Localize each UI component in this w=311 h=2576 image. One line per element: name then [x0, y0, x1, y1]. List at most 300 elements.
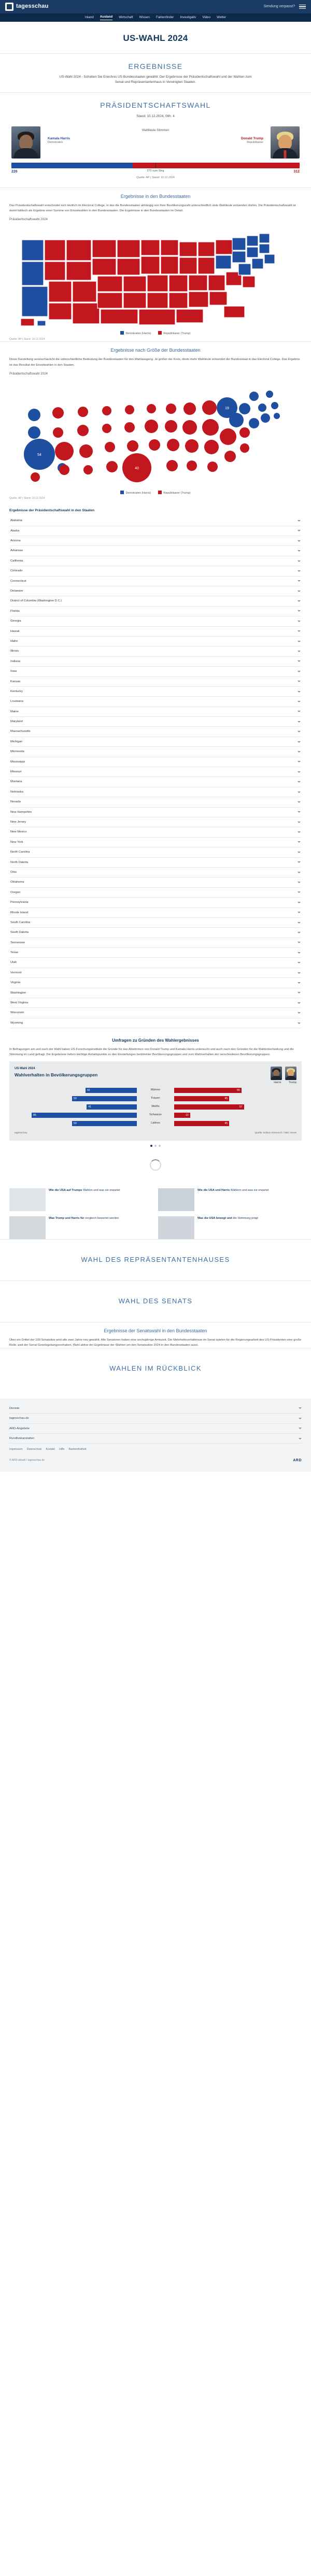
chart-value-trump: 57: [239, 1105, 243, 1109]
chevron-down-icon: [298, 942, 301, 943]
footer-label-rundfunk: Rundfunkanstalten: [9, 1436, 35, 1440]
state-label: District of Columbia (Washington D.C.): [10, 599, 62, 603]
chevron-down-icon: [298, 731, 301, 732]
footer-link-kontakt[interactable]: Kontakt: [46, 1448, 55, 1451]
chart-value-trump: 55: [237, 1088, 240, 1092]
chart-kicker: US-Wahl 2024: [15, 1067, 35, 1071]
state-accordion-row[interactable]: [9, 697, 302, 707]
states-map-section: [0, 188, 311, 341]
state-accordion-row[interactable]: [9, 868, 302, 877]
chart-bar-harris: [15, 1088, 137, 1093]
chevron-down-icon: [298, 671, 301, 672]
chart-bar-row: [15, 1087, 296, 1094]
chevron-down-icon: [298, 1023, 301, 1024]
electoral-source: Quelle: AP | Stand: 10.12.2024: [136, 176, 175, 180]
chevron-down-icon: [298, 852, 301, 853]
state-accordion-row[interactable]: [9, 898, 302, 908]
nav-item-video[interactable]: Video: [202, 15, 211, 19]
bubble-svg: [9, 379, 302, 487]
polls-section: [0, 1028, 311, 1239]
chevron-down-icon: [299, 1438, 302, 1440]
chevron-down-icon: [298, 972, 301, 974]
electoral-votes-block: [40, 126, 271, 145]
state-accordion-row[interactable]: [9, 827, 302, 837]
teaser-title-4: Was die USA bewegt und: [197, 1216, 232, 1220]
state-accordion-row[interactable]: [9, 858, 302, 868]
loading-area: [9, 1147, 302, 1183]
footer-label-tagesschau: tagesschau.de: [9, 1417, 29, 1420]
teaser-title-3: Was Trump und Harris für: [49, 1216, 84, 1220]
chart-bar-harris: [15, 1113, 137, 1118]
bubble-legend-dem-swatch: [120, 491, 124, 494]
chevron-down-icon: [298, 891, 301, 893]
state-accordion-row[interactable]: [9, 586, 302, 596]
state-accordion-row[interactable]: [9, 667, 302, 677]
harris-party: Demokraten: [48, 140, 63, 144]
chevron-down-icon: [298, 761, 301, 762]
chevron-down-icon: [298, 872, 301, 873]
chart-value-harris: 86: [33, 1113, 36, 1117]
state-label: Alaska: [10, 529, 20, 533]
footer: [0, 1399, 311, 1472]
state-accordion-row[interactable]: [9, 556, 302, 566]
us-results-map[interactable]: [9, 224, 302, 328]
page-title: US-WAHL 2024: [123, 33, 188, 43]
state-label: Wisconsin: [10, 1011, 24, 1015]
senate-states-heading: Ergebnisse der Senatswahl in den Bundesstaaten: [104, 1328, 207, 1333]
state-accordion-row[interactable]: [9, 938, 302, 948]
harris-body: [13, 148, 38, 159]
chevron-down-icon: [298, 610, 301, 612]
electoral-bar-rep: [133, 163, 300, 168]
chevron-down-icon: [298, 651, 301, 652]
harris-photo: [11, 126, 40, 159]
state-accordion-row[interactable]: [9, 988, 302, 998]
states-map-text: Das Präsidentschaftswahl entscheidet sich letztlich im Electoral College, in das die Bundesstaaten abhängig von ihrer Bevölkerungszahl unterschiedlich viele Wahlleute entsenden dürfen. Die Präsidentschaftswahl ist damit faktisch als Ergebnis einer Summe von Einzelwahlen in den Bundesstaaten. Die Ergebnisse in den Bundesstaaten im Detail.: [9, 204, 296, 213]
house-section: [0, 1239, 311, 1280]
nav-item-investigativ[interactable]: Investigativ: [180, 15, 196, 19]
top-bar-right: [264, 4, 306, 9]
tornado-chart: [15, 1087, 296, 1127]
chevron-down-icon: [298, 922, 301, 924]
teaser-image-2: [158, 1188, 194, 1211]
footer-link-barrierefreiheit[interactable]: Barrierefreiheit: [68, 1448, 87, 1451]
chevron-down-icon: [298, 641, 301, 642]
chevron-down-icon: [298, 660, 301, 662]
state-accordion-row[interactable]: [9, 526, 302, 536]
electoral-votes-label: Wahlleute-Stimmen: [142, 128, 169, 132]
chart-title: Wahlverhalten in Bevölkerungsgruppen: [15, 1072, 98, 1077]
states-size-text: Diese Darstellung veranschaulicht die unterschiedliche Bedeutung der Bundesstaaten für den Wahlausgang. Je größer der Kreis, desto mehr Wahlleute entsendet der Bundesstaat in das Electoral College. Das Ergebnis ist das Resultat der Einzelwahlen in den Staaten.: [9, 358, 300, 367]
teaser-text-4: [197, 1216, 258, 1239]
teaser-title-2: Wie die USA und Harris: [197, 1188, 230, 1192]
electoral-bar: [11, 163, 300, 168]
chevron-down-icon: [298, 882, 301, 883]
state-accordion-row[interactable]: [9, 687, 302, 697]
state-label: Ohio: [10, 870, 17, 874]
chart-bar-trump: [174, 1113, 296, 1118]
state-label: Florida: [10, 609, 20, 613]
chart-category-label: Männer: [150, 1088, 161, 1092]
state-label: Montana: [10, 780, 22, 784]
state-accordion-row[interactable]: [9, 707, 302, 717]
footer-copyright: © ARD-aktuell / tagesschau.de: [9, 1459, 45, 1462]
results-subtext: US-Wahl 2024 - Schalten Sie Ereichnis US Bundesstaaten gewählt: Der Ergebnisse der Präsidentschaftswahl und der Wahlen zum Senat und Repräsentantenhaus in Vereinigten Staaten.: [59, 75, 252, 84]
state-label: Kansas: [10, 680, 21, 683]
chart-category-label: Schwarze: [149, 1113, 162, 1117]
state-accordion-row[interactable]: [9, 817, 302, 827]
trump-party: Republikaner: [247, 140, 263, 144]
senate-states-text: Über ein Drittel der 100 Senatsitze wird alle zwei Jahre neu gewählt. Alle Senatoren haben eine sechsjährige Amtszeit. Die Mehrheitsverhältnisse im Senat spielen für die Regierungsarbeit des US-Präsidenten eine große Rolle, weil der Senat Gesetzgebungsvorhaben, Wahl aktive der Ergebnisse der Wahlen um den Senatssitze 2024 in den Bundesstaaten ausü.: [9, 1338, 302, 1347]
chart-bar-trump: [174, 1088, 296, 1093]
president-heading: PRÄSIDENTSCHAFTSWAHL: [100, 101, 211, 110]
state-accordion-row[interactable]: [9, 646, 302, 656]
footer-link-datenschutz[interactable]: Datenschutz: [26, 1448, 42, 1451]
state-label: Tennessee: [10, 941, 25, 944]
state-label: Arkansas: [10, 549, 23, 553]
chart-value-trump: 13: [185, 1113, 189, 1117]
ard-logo-icon: ARD: [293, 1458, 302, 1462]
state-label: Wyoming: [10, 1021, 23, 1025]
state-accordion-row[interactable]: [9, 596, 302, 606]
chevron-down-icon: [298, 621, 301, 622]
electoral-needed: 270 zum Sieg: [147, 169, 164, 172]
bubble-legend: [9, 487, 302, 496]
state-accordion-row[interactable]: [9, 727, 302, 737]
state-label: Georgia: [10, 620, 21, 623]
state-label: Mississippi: [10, 760, 25, 764]
chart-value-harris: 41: [88, 1105, 92, 1109]
state-accordion-row[interactable]: [9, 1008, 302, 1018]
state-label: Arizona: [10, 539, 21, 543]
chart-bar-harris: [15, 1096, 137, 1101]
chart-value-trump: 45: [224, 1097, 228, 1100]
state-accordion-row[interactable]: [9, 657, 302, 667]
footer-section-ard[interactable]: [9, 1424, 302, 1434]
polls-text: In Befragungen am und nach der Wahl haben US-Forschungsinstitute die Gründe für das Abstimmen von Donald Trump und Kamala Harris untersucht und auch nach den Gründen für die Wahlentscheidung und die Stimmung im Land gefragt. Die Ergebnisse liefern wichtige Anhaltspunkte zu den Einstellungen bestimmter Bevölkerungsgruppen und zum Wahlverhalten der verschiedenen Bevölkerungsgruppen.: [9, 1047, 294, 1056]
senate-states-section: [0, 1322, 311, 1348]
teaser-image-4: [158, 1216, 194, 1239]
chart-value-trump: 45: [224, 1121, 228, 1125]
chevron-down-icon: [298, 600, 301, 602]
state-accordion-row[interactable]: [9, 546, 302, 556]
bubble-legend-rep-swatch: [158, 491, 162, 494]
footer-section-dienste[interactable]: [9, 1404, 302, 1414]
state-accordion-row[interactable]: [9, 978, 302, 988]
svg-text:19: 19: [225, 406, 229, 410]
state-accordion-row[interactable]: [9, 637, 302, 646]
chart-value-harris: 53: [73, 1097, 77, 1100]
state-label: Louisiana: [10, 700, 23, 703]
chevron-down-icon: [298, 1002, 301, 1004]
chart-bar-row: [15, 1096, 296, 1102]
legend-dem: Demokraten (Harris): [120, 331, 151, 336]
chevron-down-icon: [298, 791, 301, 793]
footer-link-hilfe[interactable]: Hilfe: [59, 1448, 65, 1451]
harris-name: Kamala Harris: [48, 136, 70, 140]
state-accordion-row[interactable]: [9, 777, 302, 787]
chevron-down-icon: [298, 591, 301, 592]
candidates-row: [0, 126, 311, 159]
chevron-down-icon: [298, 530, 301, 531]
teaser-sub-1: Wahlen und was sie erwartet: [82, 1188, 120, 1192]
nav-item-wirtschaft[interactable]: Wirtschaft: [119, 15, 133, 19]
state-accordion-row[interactable]: [9, 918, 302, 928]
chevron-down-icon: [298, 721, 301, 723]
chart-category-label: Frauen: [151, 1097, 160, 1100]
state-accordion-row[interactable]: [9, 566, 302, 576]
map-source: Quelle: AP | Stand: 10.12.2024: [9, 338, 45, 341]
footer-label-dienste: Dienste: [9, 1406, 20, 1410]
carousel-dot-2[interactable]: [154, 1145, 157, 1147]
senate-section: [0, 1280, 311, 1322]
footer-section-tagesschau[interactable]: [9, 1414, 302, 1423]
nav-item-inland[interactable]: Inland: [84, 15, 94, 19]
chevron-down-icon: [298, 630, 301, 632]
state-accordion-row[interactable]: [9, 607, 302, 616]
state-label: North Dakota: [10, 860, 29, 864]
teaser-text-3: [49, 1216, 119, 1239]
senate-heading: WAHL DES SENATS: [118, 1297, 193, 1305]
chevron-down-icon: [298, 831, 301, 833]
state-accordion-row[interactable]: [9, 888, 302, 898]
chart-legend-harris: Harris: [274, 1081, 281, 1085]
state-label: Colorado: [10, 569, 23, 573]
states-accordion-list: [9, 516, 302, 1028]
state-label: New York: [10, 840, 23, 844]
missed-broadcast-link[interactable]: Sendung verpasst?: [263, 4, 295, 8]
chart-value-harris: 53: [73, 1121, 77, 1125]
chart-legend: [15, 1080, 296, 1087]
chart-bar-harris: [15, 1121, 137, 1126]
state-accordion-row[interactable]: [9, 677, 302, 687]
state-accordion-row[interactable]: [9, 516, 302, 526]
chevron-down-icon: [298, 751, 301, 753]
teaser-image-3: [9, 1216, 46, 1239]
state-accordion-row[interactable]: [9, 877, 302, 887]
chart-bar-row: [15, 1112, 296, 1119]
chart-footer-brand: tagesschau: [15, 1131, 27, 1134]
chart-harris-thumb: [271, 1067, 282, 1080]
state-label: Indiana: [10, 659, 21, 663]
footer-links: [9, 1444, 302, 1452]
state-accordion-row[interactable]: [9, 616, 302, 626]
footer-link-impressum[interactable]: Impressum: [9, 1448, 23, 1451]
brand[interactable]: [5, 3, 49, 11]
teaser-text-2: [197, 1188, 268, 1211]
state-accordion-row[interactable]: [9, 767, 302, 777]
trump-tie: [284, 150, 287, 159]
chart-category-label: Latinos: [151, 1121, 160, 1125]
polls-heading: Umfragen zu Gründen des Wahlergebnisses: [112, 1038, 199, 1043]
state-label: Nevada: [10, 800, 21, 804]
state-accordion-row[interactable]: [9, 948, 302, 958]
state-accordion-row[interactable]: [9, 958, 302, 968]
electoral-numbers: [0, 168, 311, 175]
state-accordion-row[interactable]: [9, 787, 302, 797]
state-label: South Dakota: [10, 931, 29, 934]
teaser-sub-2: Wählern und was sie erwartet: [230, 1188, 269, 1192]
state-label: Vermont: [10, 971, 22, 974]
loading-spinner-icon: [150, 1159, 161, 1171]
electoral-bar-dem: [11, 163, 133, 168]
chevron-down-icon: [298, 932, 301, 933]
chart-footer: [15, 1129, 296, 1135]
chevron-down-icon: [298, 741, 301, 743]
chart-bar-row: [15, 1104, 296, 1111]
chevron-down-icon: [299, 1407, 302, 1409]
state-label: Hawaii: [10, 629, 20, 633]
state-accordion-row[interactable]: [9, 737, 302, 747]
electoral-bar-wrap: [0, 159, 311, 168]
state-label: Missouri: [10, 770, 22, 774]
chevron-down-icon: [298, 550, 301, 552]
chart-trump-thumb: [285, 1067, 296, 1080]
chart-value-harris: 42: [87, 1088, 90, 1092]
state-accordion-row[interactable]: [9, 757, 302, 767]
state-accordion-row[interactable]: [9, 577, 302, 586]
footer-label-ard: ARD-Angebote: [9, 1427, 30, 1430]
tagesschau-logo-icon: [5, 3, 13, 11]
teaser-grid: [9, 1183, 302, 1239]
legend-rep: Republikaner (Trump): [158, 331, 190, 336]
chevron-down-icon: [298, 811, 301, 813]
states-size-section: [0, 341, 311, 500]
chevron-down-icon: [298, 962, 301, 963]
state-accordion-row[interactable]: [9, 717, 302, 727]
state-label: Utah: [10, 961, 17, 965]
states-size-heading: Ergebnisse nach Größe der Bundesstaaten: [110, 348, 201, 353]
footer-section-rundfunk[interactable]: [9, 1434, 302, 1444]
bubble-source: Quelle: AP | Stand: 10.12.2024: [9, 497, 45, 500]
electoral-rep-count: 312: [293, 169, 300, 174]
teaser-text-1: [49, 1188, 120, 1211]
chart-bar-trump: [174, 1104, 296, 1110]
chevron-down-icon: [298, 952, 301, 954]
brand-name: tagesschau: [16, 3, 49, 10]
state-accordion-row[interactable]: [9, 908, 302, 918]
bubble-legend-dem: Demokraten (Harris): [120, 491, 151, 496]
svg-text:40: 40: [135, 466, 139, 470]
hamburger-icon[interactable]: [299, 5, 306, 9]
state-label: Texas: [10, 951, 19, 955]
chevron-down-icon: [298, 801, 301, 803]
main-navigation: [0, 13, 311, 22]
state-accordion-row[interactable]: [9, 847, 302, 857]
state-label: Massachusetts: [10, 730, 31, 733]
state-label: North Carolina: [10, 851, 30, 854]
state-accordion-row[interactable]: [9, 968, 302, 978]
chevron-down-icon: [298, 681, 301, 682]
state-label: Kentucky: [10, 689, 23, 693]
chevron-down-icon: [298, 912, 301, 913]
president-subtext: Stand: 10.12.2024, 08h. 4: [136, 114, 175, 118]
teaser-sub-4: die Stimmung prägt: [233, 1216, 258, 1220]
chevron-down-icon: [299, 1428, 302, 1429]
chart-bar-row: [15, 1120, 296, 1127]
state-label: New Hampshire: [10, 810, 32, 814]
state-label: New Mexico: [10, 830, 27, 834]
chart-footer-source: Quelle: Edison Research / NBC News: [255, 1131, 296, 1134]
list-item[interactable]: [9, 1216, 153, 1239]
map-caption: Präsidentschaftswahl 2024: [9, 218, 48, 222]
state-label: Pennsylvania: [10, 901, 29, 904]
state-accordion-row[interactable]: [9, 808, 302, 817]
chevron-down-icon: [298, 570, 301, 572]
carousel-dot-1[interactable]: [150, 1145, 152, 1147]
nav-item-wetter[interactable]: Wetter: [217, 15, 227, 19]
electoral-dem-count: 226: [11, 169, 18, 174]
list-item[interactable]: [158, 1188, 302, 1211]
list-item[interactable]: [158, 1216, 302, 1239]
state-accordion-row[interactable]: [9, 928, 302, 938]
retrospective-section: [0, 1348, 311, 1389]
footer-bottom: [9, 1452, 302, 1463]
nav-item-wissen[interactable]: Wissen: [139, 15, 150, 19]
state-label: South Carolina: [10, 920, 31, 924]
chevron-down-icon: [298, 771, 301, 773]
results-heading: ERGEBNISSE: [128, 62, 183, 70]
carousel-dots[interactable]: [9, 1141, 302, 1147]
chevron-down-icon: [298, 841, 301, 843]
chevron-down-icon: [298, 861, 301, 863]
state-accordion-row[interactable]: [9, 998, 302, 1008]
list-item[interactable]: [9, 1188, 153, 1211]
state-label: Alabama: [10, 519, 22, 523]
chart-category-label: Weiße: [151, 1105, 160, 1109]
state-label: Virginia: [10, 981, 21, 985]
trump-name: Donald Trump: [241, 136, 263, 140]
states-accordion-title: Ergebnisse der Präsidentschaftswahl in den Staaten: [9, 508, 95, 512]
us-bubble-map[interactable]: [9, 379, 302, 487]
top-bar: [0, 0, 311, 13]
polls-chart-card: [9, 1061, 302, 1141]
teaser-image-1: [9, 1188, 46, 1211]
chevron-down-icon: [298, 822, 301, 823]
state-label: California: [10, 559, 23, 563]
house-heading: WAHL DES REPRÄSENTANTENHAUSES: [81, 1255, 230, 1263]
state-accordion-row[interactable]: [9, 747, 302, 757]
state-accordion-row[interactable]: [9, 1018, 302, 1028]
chevron-down-icon: [298, 711, 301, 712]
state-accordion-row[interactable]: [9, 536, 302, 546]
candidate-trump: [271, 126, 300, 159]
state-label: West Virginia: [10, 1001, 28, 1005]
chevron-down-icon: [298, 580, 301, 582]
chevron-down-icon: [298, 540, 301, 542]
carousel-dot-3[interactable]: [159, 1145, 161, 1147]
teaser-sub-3: vergleich bewertet werden: [85, 1216, 119, 1220]
chevron-down-icon: [298, 781, 301, 783]
nav-item-ausland[interactable]: Ausland: [100, 15, 112, 20]
chart-legend-trump: Trump: [288, 1081, 296, 1085]
chevron-down-icon: [298, 701, 301, 702]
state-accordion-row[interactable]: [9, 838, 302, 847]
chart-bar-trump: [174, 1121, 296, 1126]
trump-photo: [271, 126, 300, 159]
nav-item-faktenfinder[interactable]: Faktenfinder: [156, 15, 174, 19]
state-label: Washington: [10, 991, 26, 995]
state-label: Iowa: [10, 670, 17, 673]
results-section: [0, 53, 311, 85]
chevron-down-icon: [298, 520, 301, 522]
state-accordion-row[interactable]: [9, 627, 302, 637]
states-map-heading: Ergebnisse in den Bundesstaaten: [120, 193, 191, 199]
state-label: Nebraska: [10, 790, 23, 794]
state-label: Idaho: [10, 639, 18, 643]
state-accordion-row[interactable]: [9, 797, 302, 807]
state-label: Illinois: [10, 650, 19, 653]
